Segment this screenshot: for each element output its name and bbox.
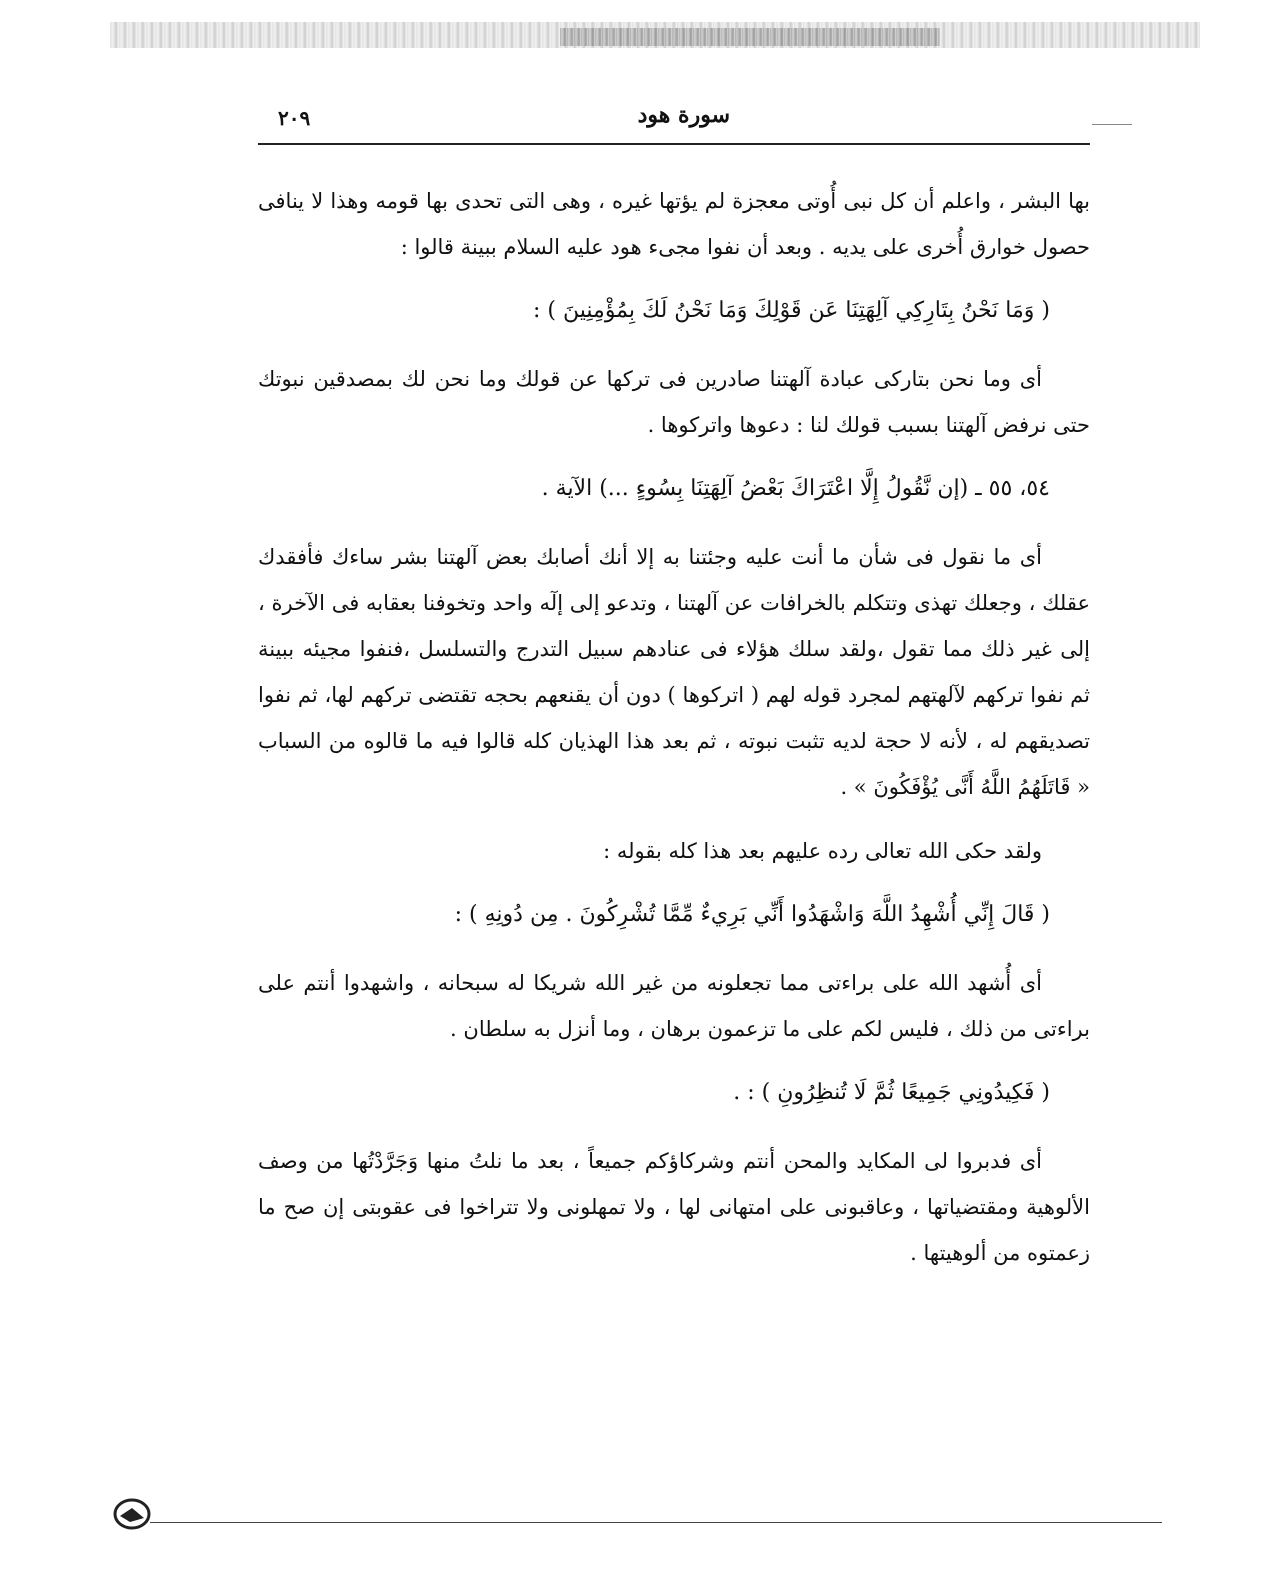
verse-2: ٥٤، ٥٥ ـ (إن نَّقُولُ إِلَّا اعْتَرَاكَ بَعْضُ آلِهَتِنَا بِسُوءٍ ...) الآية . [541, 476, 1050, 501]
stamp-mark-icon [110, 1494, 154, 1534]
scan-top-edge-dark [560, 28, 940, 46]
verse-1: ( وَمَا نَحْنُ بِتَارِكِي آلِهَتِنَا عَن قَوْلِكَ وَمَا نَحْنُ لَكَ بِمُؤْمِنِينَ ) : [533, 298, 1050, 323]
paragraph-1: بها البشر ، واعلم أن كل نبى أُوتى معجزة لم يؤتها غيره ، وهى التى تحدى بها قومه وهذا لا ينافى حصول خوارق أُخرى على يديه . وبعد أن نفوا مجىء هود عليه السلام ببينة قالوا : [258, 189, 1090, 259]
page-number: ٢٠٩ [278, 106, 311, 130]
page-body [258, 178, 1090, 1294]
header-rule [258, 143, 1090, 145]
header-rule-tail [1092, 124, 1132, 125]
surah-title: سورة هود [637, 102, 730, 128]
verse-4: ( فَكِيدُونِي جَمِيعًا ثُمَّ لَا تُنظِرُونِ ) : . [733, 1080, 1050, 1105]
page-header [258, 100, 1090, 140]
footer-rule [150, 1522, 1162, 1523]
paragraph-6: أى فدبروا لى المكايد والمحن أنتم وشركاؤكم جميعاً ، بعد ما نلتُ منها وَجَرَّدْتُها من وصف الألوهية ومقتضياتها ، وعاقبونى على امتهانى لها ، ولا تمهلونى ولا تتراخوا فى عقوبتى إن صح ما زعمتوه من ألوهيتها . [258, 1149, 1090, 1265]
paragraph-4: ولقد حكى الله تعالى رده عليهم بعد هذا كله بقوله : [603, 839, 1042, 863]
paragraph-5: أى أُشهد الله على براءتى مما تجعلونه من غير الله شريكا له سبحانه ، واشهدوا أنتم على براءتى من ذلك ، فليس لكم على ما تزعمون برهان ، وما أنزل به سلطان . [258, 971, 1090, 1041]
verse-3: ( قَالَ إِنِّي أُشْهِدُ اللَّهَ وَاشْهَدُوا أَنِّي بَرِيءٌ مِّمَّا تُشْرِكُونَ . مِن دُونِهِ ) : [454, 902, 1050, 927]
paragraph-2: أى وما نحن بتاركى عبادة آلهتنا صادرين فى تركها عن قولك وما نحن لك بمصدقين نبوتك حتى نرفض آلهتنا بسبب قولك لنا : دعوها واتركوها . [258, 367, 1090, 437]
paragraph-3: أى ما نقول فى شأن ما أنت عليه وجئتنا به إلا أنك أصابك بعض آلهتنا بشر ساءك فأفقدك عقلك ، وجعلك تهذى وتتكلم بالخرافات عن آلهتنا ، وتدعو إلى إلٓه واحد وتخوفنا بعقابه فى الآخرة ، إلى غير ذلك مما تقول ،ولقد سلك هؤلاء فى عنادهم سبيل التدرج والتسلسل ،فنفوا مجيئه ببينة ثم نفوا تركهم لآلهتهم لمجرد قوله لهم ( اتركوها ) دون أن يقنعهم بحجه تقتضى تركهم لها، ثم نفوا تصديقهم له ، لأنه لا حجة لديه تثبت نبوته ، ثم بعد هذا الهذيان كله قالوا فيه ما قالوه من السباب « قَاتَلَهُمُ اللَّهُ أَنَّى يُؤْفَكُونَ » . [258, 545, 1090, 799]
